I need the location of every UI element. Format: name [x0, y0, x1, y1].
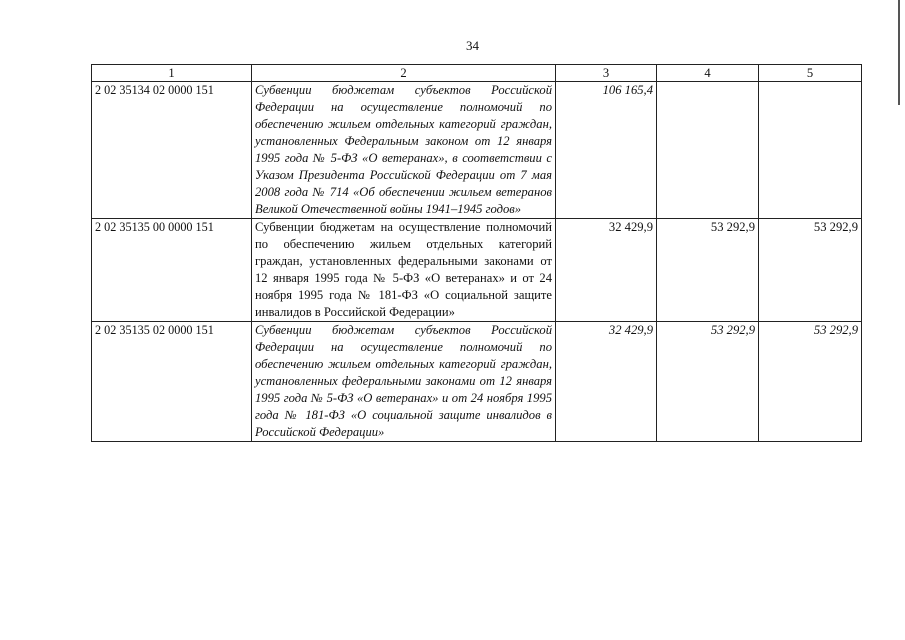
table-header-row — [92, 65, 862, 82]
budget-code: 2 02 35135 00 0000 151 — [92, 219, 252, 322]
amount-col3: 106 165,4 — [556, 82, 657, 219]
amount-col5: 53 292,9 — [759, 219, 862, 322]
amount-col4: 53 292,9 — [657, 322, 759, 442]
table-row — [92, 82, 862, 219]
row-description: Субвенции бюджетам на осуществление полномочий по обеспечению жильем отдельных категорий граждан, установленных федеральными законами от 12 января 1995 года № 5-ФЗ «О ветеранах» и от 24 ноября 1995 года № 181-ФЗ «О социальной защите инвалидов в Российской Федерации» — [252, 219, 556, 322]
amount-col3: 32 429,9 — [556, 322, 657, 442]
budget-code: 2 02 35134 02 0000 151 — [92, 82, 252, 219]
amount-col4: 53 292,9 — [657, 219, 759, 322]
amount-col3: 32 429,9 — [556, 219, 657, 322]
page-number: 34 — [466, 38, 479, 53]
budget-code: 2 02 35135 02 0000 151 — [92, 322, 252, 442]
amount-col5 — [759, 82, 862, 219]
amount-col4 — [657, 82, 759, 219]
amount-col5: 53 292,9 — [759, 322, 862, 442]
table-row — [92, 322, 862, 442]
row-description: Субвенции бюджетам субъектов Российской Федерации на осуществление полномочий по обеспечению жильем отдельных категорий граждан, установленных федеральными законами от 12 января 1995 года № 5-ФЗ «О ветеранах» и от 24 ноября 1995 года № 181-ФЗ «О социальной защите инвалидов в Российской Федерации» — [252, 322, 556, 442]
column-header-1: 1 — [92, 65, 252, 82]
column-header-5: 5 — [759, 65, 862, 82]
budget-table — [91, 64, 862, 442]
row-description: Субвенции бюджетам субъектов Российской Федерации на осуществление полномочий по обеспечению жильем отдельных категорий граждан, установленных Федеральным законом от 12 января 1995 года № 5-ФЗ «О ветеранах», в соответствии с Указом Президента Российской Федерации от 7 мая 2008 года № 714 «Об обеспечении жильем ветеранов Великой Отечественной войны 1941–1945 годов» — [252, 82, 556, 219]
column-header-3: 3 — [556, 65, 657, 82]
table-row — [92, 219, 862, 322]
column-header-4: 4 — [657, 65, 759, 82]
column-header-2: 2 — [252, 65, 556, 82]
